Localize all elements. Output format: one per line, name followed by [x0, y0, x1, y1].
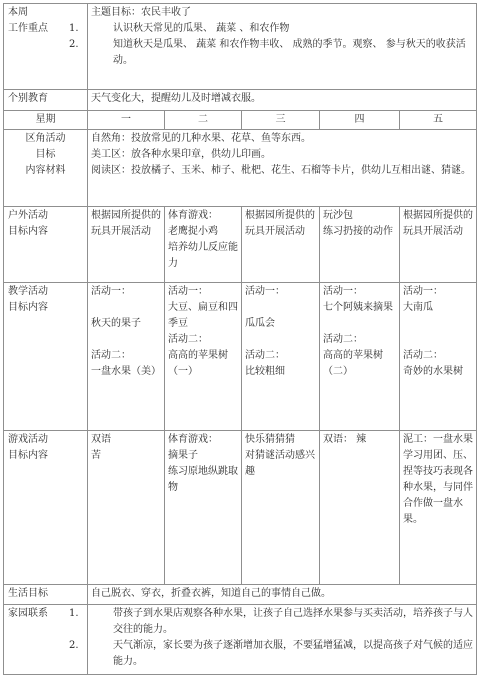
game-day-5-text: 泥工：一盘水果 学习用团、压、捏等技巧表现各种水果，与同伴合作做一盘水果。: [403, 434, 473, 525]
individual-label: 个别教育: [4, 90, 88, 111]
weekday-2: 二: [165, 111, 242, 130]
individual-content: 天气变化大，提醒幼儿及时增减衣服。: [88, 90, 477, 111]
outdoor-day-1: [88, 207, 165, 283]
game-day-5: [400, 431, 477, 585]
week-item-1-num: 1.: [69, 23, 79, 34]
week-theme: 主题目标：农民丰收了: [91, 7, 191, 18]
home-item-1-num: 1.: [69, 608, 79, 619]
week-item-2-text: 知道秋天是瓜果、 蔬菜 和农作物丰收、 成熟的季节。观察、 参与秋天的收获活动。: [113, 39, 466, 66]
outdoor-day-1-text: 根据园所提供的玩具开展活动: [91, 210, 161, 237]
game-day-3-text: 快乐猜猜猜 对猜谜活动感兴趣: [245, 434, 315, 477]
weekday-1: 一: [88, 111, 165, 130]
corner-row: [4, 130, 477, 207]
weekday-row: [4, 111, 477, 130]
weekday-label: 星期: [4, 111, 88, 130]
corner-label-1: 区角活动: [25, 133, 66, 144]
home-item-1-text: 带孩子到水果店观察各种水果，让孩子自己选择水果参与买卖活动，培养孩子与人交往的能力。: [113, 608, 473, 635]
game-label-2: 目标内容: [8, 450, 48, 461]
home-content: [69, 605, 477, 675]
corner-label: [4, 130, 88, 207]
week-item-1: [69, 21, 473, 37]
outdoor-day-2: [165, 207, 242, 283]
weekday-4: 四: [320, 111, 400, 130]
outdoor-day-5-text: 根据园所提供的玩具开展活动: [403, 210, 473, 237]
home-label: 家园联系: [4, 605, 88, 675]
teaching-row: [4, 283, 477, 431]
life-content: 自己脱衣、穿衣，折叠衣裤，知道自己的事情自己做。: [88, 585, 477, 605]
weekly-plan-table: [3, 3, 477, 675]
outdoor-label: [4, 207, 88, 283]
home-item-2: [69, 638, 473, 670]
teaching-day-2: [165, 283, 242, 431]
individual-row: [4, 90, 477, 111]
week-label-2: 工作重点: [8, 23, 48, 34]
week-label-1: 本周: [8, 7, 28, 18]
teaching-label: [4, 283, 88, 431]
teaching-day-4: [320, 283, 400, 431]
life-row: [4, 585, 477, 605]
teaching-day-5-text: 活动一： 大南瓜 活动二： 奇妙的水果树: [403, 286, 463, 377]
outdoor-day-5: [400, 207, 477, 283]
life-label: 生活目标: [4, 585, 88, 605]
teaching-label-1: 教学活动: [8, 286, 48, 297]
game-day-2: [165, 431, 242, 585]
outdoor-day-3-text: 根据园所提供的玩具开展活动: [245, 210, 315, 237]
home-item-2-text: 天气渐凉，家长要为孩子逐渐增加衣服，不要猛增猛减，以提高孩子对气候的适应能力。: [113, 640, 473, 667]
weekday-5: 五: [400, 111, 477, 130]
outdoor-day-4: [320, 207, 400, 283]
game-day-4: [320, 431, 400, 585]
corner-line-1: 自然角：投放常见的几种水果、花草、鱼等东西。: [91, 133, 311, 144]
game-day-1-text: 双语 苦: [91, 434, 111, 461]
teaching-day-3-text: 活动一： 瓜瓜会 活动二： 比较粗细: [245, 286, 285, 377]
game-label-1: 游戏活动: [8, 434, 48, 445]
outdoor-label-1: 户外活动: [8, 210, 48, 221]
teaching-label-2: 目标内容: [8, 302, 48, 313]
outdoor-day-4-text: 玩沙包 练习扔接的动作: [323, 210, 393, 237]
corner-label-2: 目标: [35, 149, 56, 160]
week-item-2-num: 2.: [69, 39, 79, 50]
week-item-1-text: 认识秋天常见的瓜果、 蔬菜 、和农作物: [113, 23, 290, 34]
teaching-day-1: [88, 283, 165, 431]
home-row: [4, 605, 477, 675]
game-row: [4, 431, 477, 585]
game-label: [4, 431, 88, 585]
game-day-3: [242, 431, 320, 585]
week-focus-row: [4, 4, 477, 90]
outdoor-day-2-text: 体育游戏： 老鹰捉小鸡 培养幼儿反应能力: [168, 210, 238, 269]
corner-content: [88, 130, 477, 207]
outdoor-row: [4, 207, 477, 283]
teaching-day-2-text: 活动一： 大豆、扁豆和四季豆 活动二： 高高的苹果树（一）: [168, 286, 238, 377]
corner-line-3: 阅读区：投放橘子、玉米、柿子、枇杷、花生、石榴等卡片，供幼儿互相出谜、猜谜。: [91, 165, 471, 176]
outdoor-day-3: [242, 207, 320, 283]
game-day-1: [88, 431, 165, 585]
corner-label-3: 内容材料: [25, 165, 66, 176]
week-item-2: [69, 37, 473, 69]
teaching-day-3: [242, 283, 320, 431]
week-focus-content: [69, 4, 477, 90]
corner-line-2: 美工区：放各种水果印章，供幼儿印画。: [91, 149, 271, 160]
game-day-2-text: 体育游戏： 摘果子 练习原地纵跳取物: [168, 434, 238, 493]
teaching-day-1-text: 活动一： 秋天的果子 活动二： 一盘水果（美）: [91, 286, 161, 377]
teaching-day-4-text: 活动一： 七个阿姨来摘果 活动二： 高高的苹果树（二）: [323, 286, 393, 377]
game-day-4-text: 双语： 辣: [323, 434, 367, 445]
home-item-2-num: 2.: [69, 640, 79, 651]
teaching-day-5: [400, 283, 477, 431]
outdoor-label-2: 目标内容: [8, 226, 48, 237]
home-item-1: [69, 606, 473, 638]
weekday-3: 三: [242, 111, 320, 130]
